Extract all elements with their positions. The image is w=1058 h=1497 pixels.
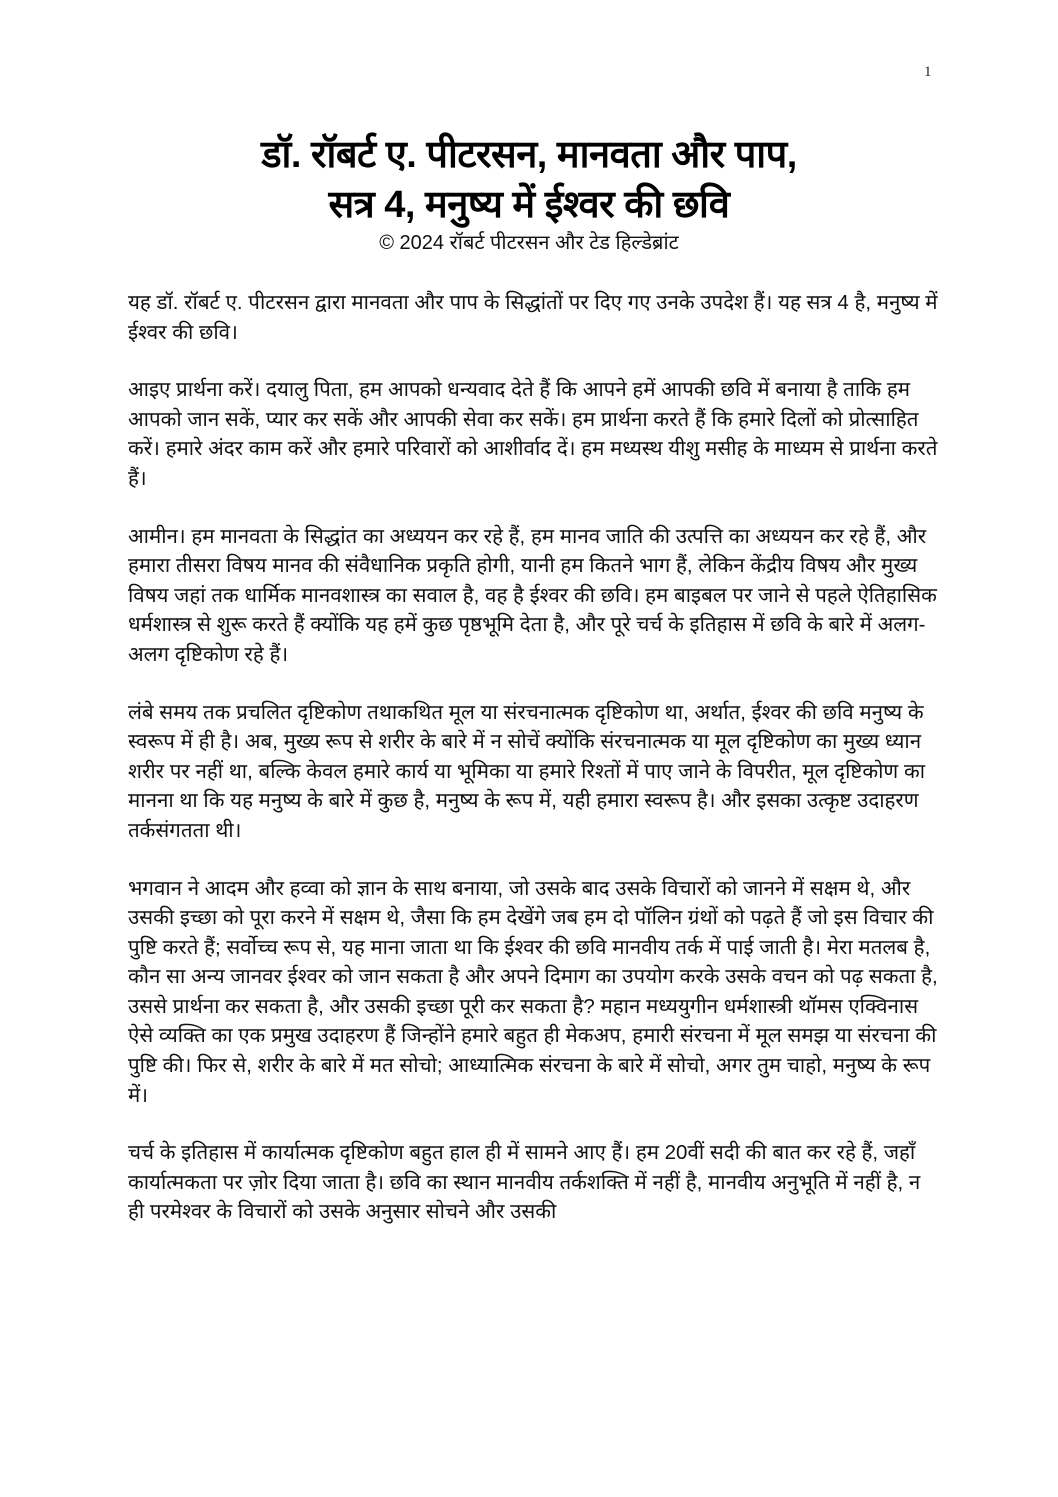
- document-body: [128, 288, 940, 1255]
- document-header: [0, 130, 1058, 256]
- copyright-notice: © 2024 रॉबर्ट पीटरसन और टेड हिल्डेब्रांट: [379, 232, 679, 254]
- paragraph-structural-view: लंबे समय तक प्रचलित दृष्टिकोण तथाकथित मूल या संरचनात्मक दृष्टिकोण था, अर्थात, ईश्वर की छवि मनुष्य के स्वरूप में ही है। अब, मुख्य रूप से शरीर के बारे में न सोचें क्योंकि संरचनात्मक या मूल दृष्टिकोण का मुख्य ध्यान शरीर पर नहीं था, बल्कि केवल हमारे कार्य या भूमिका या हमारे रिश्तों में पाए जाने के विपरीत, मूल दृष्टिकोण का मानना था कि यह मनुष्य के बारे में कुछ है, मनुष्य के रूप में, यही हमारा स्वरूप है। और इसका उत्कृष्ट उदाहरण तर्कसंगतता थी।: [128, 700, 926, 842]
- title-line-2: सत्र 4, मनुष्य में ईश्वर की छवि: [328, 184, 730, 226]
- title-line-1: डॉ. रॉबर्ट ए. पीटरसन, मानवता और पाप,: [261, 134, 797, 176]
- page-number: 1: [924, 64, 932, 80]
- paragraph-reason: भगवान ने आदम और हव्वा को ज्ञान के साथ बनाया, जो उसके बाद उसके विचारों को जानने में सक्षम थे, और उसकी इच्छा को पूरा करने में सक्षम थे, जैसा कि हम देखेंगे जब हम दो पॉलिन ग्रंथों को पढ़ते हैं जो इस विचार की पुष्टि करते हैं; सर्वोच्च रूप से, यह माना जाता था कि ईश्वर की छवि मानवीय तर्क में पाई जाती है। मेरा मतलब है, कौन सा अन्य जानवर ईश्वर को जान सकता है और अपने दिमाग का उपयोग करके उसके वचन को पढ़ सकता है, उससे प्रार्थना कर सकता है, और उसकी इच्छा पूरी कर सकता है? महान मध्ययुगीन धर्मशास्त्री थॉमस एक्विनास ऐसे व्यक्ति का एक प्रमुख उदाहरण हैं जिन्होंने हमारे बहुत ही मेकअप, हमारी संरचना में मूल समझ या संरचना की पुष्टि की। फिर से, शरीर के बारे में मत सोचो; आध्यात्मिक संरचना के बारे में सोचो, अगर तुम चाहो, मनुष्य के रूप में।: [128, 876, 938, 1107]
- paragraph-prayer: आइए प्रार्थना करें। दयालु पिता, हम आपको धन्यवाद देते हैं कि आपने हमें आपकी छवि में बनाया है ताकि हम आपको जान सकें, प्यार कर सकें और आपकी सेवा कर सकें। हम प्रार्थना करते हैं कि हमारे दिलों को प्रोत्साहित करें। हमारे अंदर काम करें और हमारे परिवारों को आशीर्वाद दें। हम मध्यस्थ यीशु मसीह के माध्यम से प्रार्थना करते हैं।: [128, 378, 938, 490]
- paragraph-amen: आमीन। हम मानवता के सिद्धांत का अध्ययन कर रहे हैं, हम मानव जाति की उत्पत्ति का अध्ययन कर रहे हैं, और हमारा तीसरा विषय मानव की संवैधानिक प्रकृति होगी, यानी हम कितने भाग हैं, लेकिन केंद्रीय विषय और मुख्य विषय जहां तक धार्मिक मानवशास्त्र का सवाल है, वह है ईश्वर की छवि। हम बाइबल पर जाने से पहले ऐतिहासिक धर्मशास्त्र से शुरू करते हैं क्योंकि यह हमें कुछ पृष्ठभूमि देता है, और पूरे चर्च के इतिहास में छवि के बारे में अलग-अलग दृष्टिकोण रहे हैं।: [128, 524, 937, 666]
- paragraph-intro: यह डॉ. रॉबर्ट ए. पीटरसन द्वारा मानवता और पाप के सिद्धांतों पर दिए गए उनके उपदेश हैं। यह सत्र 4 है, मनुष्य में ईश्वर की छवि।: [128, 291, 938, 344]
- document-title: [0, 130, 1058, 230]
- paragraph-functional-view: चर्च के इतिहास में कार्यात्मक दृष्टिकोण बहुत हाल ही में सामने आए हैं। हम 20वीं सदी की बात कर रहे हैं, जहाँ कार्यात्मकता पर ज़ोर दिया जाता है। छवि का स्थान मानवीय तर्कशक्ति में नहीं है, मानवीय अनुभूति में नहीं है, न ही परमेश्वर के विचारों को उसके अनुसार सोचने और उसकी: [128, 1141, 921, 1224]
